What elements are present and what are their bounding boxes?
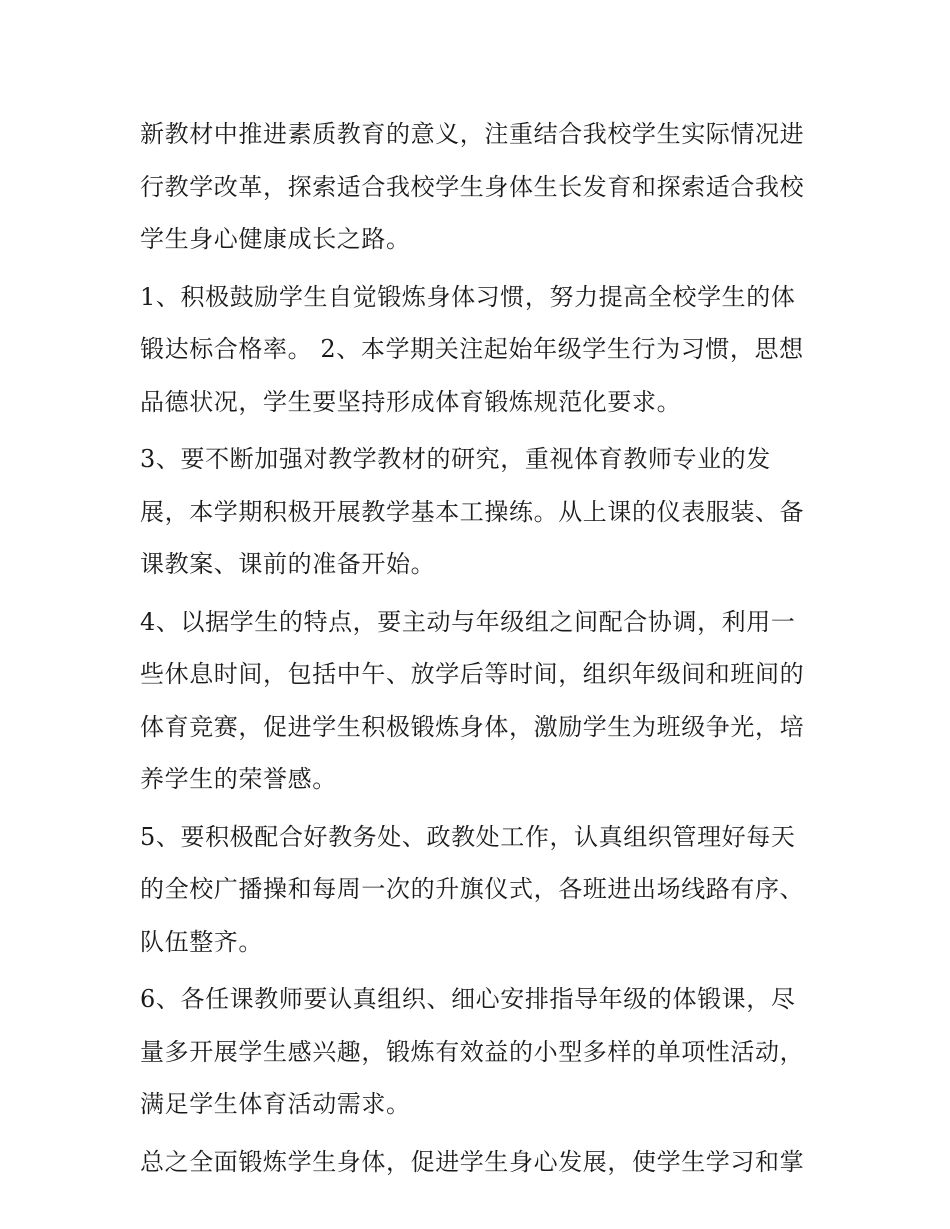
text-line: 新教材中推进素质教育的意义，注重结合我校学生实际情况进 xyxy=(140,120,805,148)
text-line: 锻达标合格率。 2、本学期关注起始年级学生行为习惯，思想 xyxy=(140,335,804,363)
document-body xyxy=(140,108,820,1188)
text-line: 学生身心健康成长之路。 xyxy=(140,225,411,253)
paragraph-item-5 xyxy=(140,811,820,969)
text-line: 的全校广播操和每周一次的升旗仪式，各班进出场线路有序、 xyxy=(140,875,805,903)
text-line: 品德状况，学生要坚持形成体育锻炼规范化要求。 xyxy=(140,387,682,416)
text-line: 总之全面锻炼学生身体，促进学生身心发展，使学生学习和掌 xyxy=(140,1147,805,1176)
paragraph-item-3 xyxy=(140,433,820,591)
paragraph-item-6 xyxy=(140,973,820,1131)
text-line: 4、以据学生的特点，要主动与年级组之间配合协调，利用一 xyxy=(140,607,796,636)
text-line: 3、要不断加强对教学教材的研究，重视体育教师专业的发 xyxy=(140,445,771,473)
text-line: 养学生的荣誉感。 xyxy=(140,765,337,793)
text-line: 些休息时间，包括中午、放学后等时间，组织年级间和班间的 xyxy=(140,660,805,688)
paragraph-summary xyxy=(140,1136,820,1189)
text-line: 5、要积极配合好教务处、政教处工作，认真组织管理好每天 xyxy=(140,822,796,851)
text-line: 行教学改革，探索适合我校学生身体生长发育和探索适合我校 xyxy=(140,172,805,201)
text-line: 量多开展学生感兴趣，锻炼有效益的小型多样的单项性活动， xyxy=(140,1037,805,1066)
text-line: 满足学生体育活动需求。 xyxy=(140,1090,411,1118)
paragraph-item-4 xyxy=(140,596,820,806)
text-line: 展，本学期积极开展教学基本工操练。从上课的仪表服装、备 xyxy=(140,497,805,526)
text-line: 6、各任课教师要认真组织、细心安排指导年级的体锻课，尽 xyxy=(140,985,796,1013)
text-line: 队伍整齐。 xyxy=(140,927,263,956)
text-line: 体育竞赛，促进学生积极锻炼身体，激励学生为班级争光，培 xyxy=(140,712,805,741)
paragraph-intro xyxy=(140,108,820,266)
paragraph-item-1 xyxy=(140,271,820,429)
text-line: 课教案、课前的准备开始。 xyxy=(140,550,436,578)
text-line: 1、积极鼓励学生自觉锻炼身体习惯，努力提高全校学生的体 xyxy=(140,282,796,311)
